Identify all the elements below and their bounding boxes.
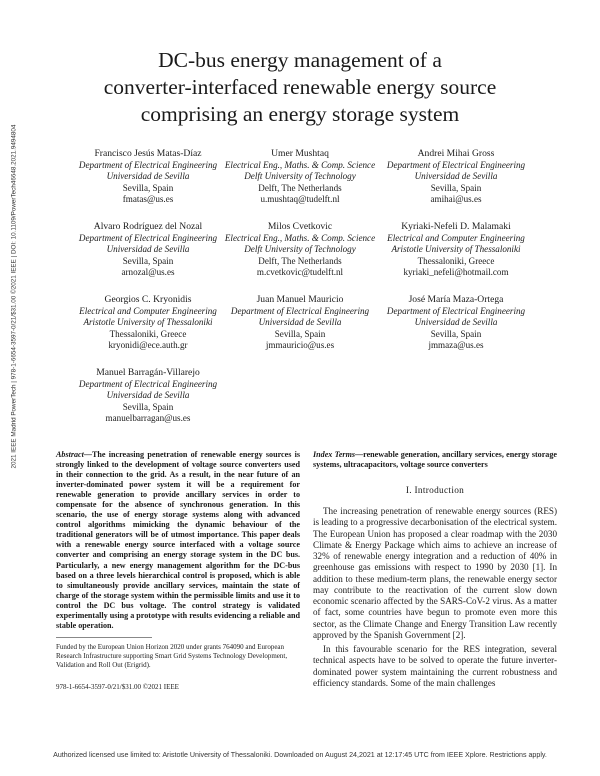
author-institution: Aristotle University of Thessaloniki bbox=[83, 317, 213, 328]
author-email[interactable]: u.mushtaq@tudelft.nl bbox=[260, 194, 340, 205]
author-institution: Delft University of Technology bbox=[244, 171, 356, 182]
author-institution: Delft University of Technology bbox=[244, 244, 356, 255]
author-name: Alvaro Rodríguez del Nozal bbox=[93, 221, 203, 232]
author-institution: Universidad de Sevilla bbox=[106, 390, 190, 401]
author-location: Sevilla, Spain bbox=[274, 328, 326, 339]
author-block bbox=[356, 148, 556, 206]
abstract-text: —The increasing penetration of renewable energy sources is strongly linked to the development of voltage source converters used in their connection to the grid. As a result, in the near future of an inverter-dominated power system it will be a requirement for renewable generation to provide ancillary services in order to compensate for the absence of synchronous generation. In this scenario, the use of energy storage systems along with advanced control algorithms mimicking the dynamic behaviour of the traditional generators will be of utmost importance. This paper deals with a renewable energy source interfaced with a voltage source converter and comprising an energy storage system in the DC bus. Particularly, a new energy management algorithm for the DC-bus based on a three levels hierarchical control is proposed, which is able to simultaneously provide ancillary services, maintain the state of charge of the storage system within the permissible limits and use it to control the DC bus voltage. The control strategy is validated experimentally using a prototype with results evidencing a reliable and stable operation. bbox=[56, 450, 300, 630]
title-line-3: comprising an energy storage system bbox=[140, 102, 460, 126]
author-institution: Universidad de Sevilla bbox=[414, 171, 498, 182]
author-department: Department of Electrical Engineering bbox=[386, 305, 526, 316]
author-department: Department of Electrical Engineering bbox=[386, 159, 526, 170]
author-location: Sevilla, Spain bbox=[430, 328, 482, 339]
author-location: Sevilla, Spain bbox=[122, 182, 174, 193]
abstract-label: Abstract bbox=[56, 450, 84, 459]
author-block bbox=[356, 294, 556, 352]
copyright-line: 978-1-6654-3597-0/21/$31.00 ©2021 IEEE bbox=[56, 683, 179, 691]
author-email[interactable]: m.cvetkovic@tudelft.nl bbox=[256, 267, 344, 278]
author-email[interactable]: arnozal@us.es bbox=[121, 267, 175, 278]
author-name: Kyriaki-Nefeli D. Malamaki bbox=[401, 221, 511, 232]
author-institution: Universidad de Sevilla bbox=[106, 171, 190, 182]
author-name: Milos Cvetkovic bbox=[267, 221, 333, 232]
author-email[interactable]: amihai@us.es bbox=[430, 194, 482, 205]
author-location: Sevilla, Spain bbox=[430, 182, 482, 193]
license-footer: Authorized licensed use limited to: Aristotle University of Thessaloniki. Downloaded on August 24,2021 at 12:17:45 UTC from IEEE Xplore. Restrictions apply. bbox=[53, 751, 547, 759]
author-department: Electrical Eng., Maths. & Comp. Science bbox=[224, 159, 376, 170]
intro-paragraph: The increasing penetration of renewable energy sources (RES) is leading to a progressive decarbonisation of the electrical system. The European Union has proposed a clear roadmap with the 2030 Climate & Energy Package which aims to achieve an increase of 32% of renewable energy integration and a reduction of 40% in greenhouse gas emissions with respect to 1990 by 2030 [1]. In addition to these medium-term plans, the renewable energy sector may contribute to the reactivation of the current slow down economic scenario affected by the SARS-CoV-2 virus. As a matter of fact, some countries have begun to promote even more this sector, as the Climate Change and Energy Transition Law recently approved by the Spanish Government [2]. bbox=[313, 506, 557, 640]
author-name: Andrei Mihai Gross bbox=[417, 148, 495, 159]
author-name: Juan Manuel Mauricio bbox=[256, 294, 344, 305]
author-block bbox=[48, 367, 248, 425]
author-name: Manuel Barragán-Villarejo bbox=[96, 367, 200, 378]
author-name: Georgios C. Kryonidis bbox=[104, 294, 192, 305]
author-department: Department of Electrical Engineering bbox=[78, 159, 218, 170]
author-location: Delft, The Netherlands bbox=[258, 182, 342, 193]
author-location: Sevilla, Spain bbox=[122, 401, 174, 412]
title-line-2: converter-interfaced renewable energy source bbox=[103, 75, 497, 99]
index-terms bbox=[313, 450, 557, 470]
index-terms-text: —renewable generation, ancillary services, energy storage systems, ultracapacitors, voltage source converters bbox=[313, 450, 557, 469]
author-department: Department of Electrical Engineering bbox=[230, 305, 370, 316]
author-email[interactable]: kyriaki_nefeli@hotmail.com bbox=[403, 267, 509, 278]
author-email[interactable]: jmmaza@us.es bbox=[428, 340, 484, 351]
author-institution: Universidad de Sevilla bbox=[106, 244, 190, 255]
author-email[interactable]: manuelbarragan@us.es bbox=[105, 413, 191, 424]
author-location: Thessaloniki, Greece bbox=[109, 328, 187, 339]
author-location: Thessaloniki, Greece bbox=[417, 255, 495, 266]
intro-paragraph: In this favourable scenario for the RES integration, several technical aspects have to be solved to operate the future inverter-dominated power system maintaining the current robustness and efficiency standards. Some of the main challenges bbox=[313, 644, 557, 688]
author-name: José María Maza-Ortega bbox=[408, 294, 504, 305]
author-department: Department of Electrical Engineering bbox=[78, 232, 218, 243]
author-block bbox=[356, 221, 556, 279]
author-institution: Universidad de Sevilla bbox=[258, 317, 342, 328]
author-department: Department of Electrical Engineering bbox=[78, 378, 218, 389]
title-line-1: DC-bus energy management of a bbox=[158, 48, 442, 72]
section-heading: I. Introduction bbox=[405, 486, 465, 496]
author-email[interactable]: kryonidi@ece.auth.gr bbox=[108, 340, 188, 351]
ieee-sidebar-citation: 2021 IEEE Madrid PowerTech | 978-1-6654-3597-0/21/$31.00 ©2021 IEEE | DOI: 10.1109/PowerTech46648.2021.9494804 bbox=[10, 124, 18, 469]
author-institution: Universidad de Sevilla bbox=[414, 317, 498, 328]
author-location: Delft, The Netherlands bbox=[258, 255, 342, 266]
funding-footnote: Funded by the European Union Horizon 2020 under grants 764090 and European Research Infrastructure supporting Smart Grid Systems Technology Development, Validation and Roll Out (Erigrid). bbox=[56, 643, 288, 669]
introduction-body bbox=[313, 506, 557, 689]
footnote-rule bbox=[56, 637, 152, 638]
author-name: Umer Mushtaq bbox=[271, 148, 329, 159]
index-terms-label: Index Terms bbox=[313, 450, 356, 459]
author-institution: Aristotle University of Thessaloniki bbox=[391, 244, 521, 255]
author-location: Sevilla, Spain bbox=[122, 255, 174, 266]
abstract bbox=[56, 450, 300, 631]
paper-title bbox=[0, 47, 600, 128]
author-department: Electrical Eng., Maths. & Comp. Science bbox=[224, 232, 376, 243]
author-email[interactable]: jmmauricio@us.es bbox=[265, 340, 335, 351]
author-department: Electrical and Computer Engineering bbox=[79, 305, 217, 316]
author-name: Francisco Jesús Matas-Díaz bbox=[94, 148, 202, 159]
author-email[interactable]: fmatas@us.es bbox=[122, 194, 174, 205]
author-department: Electrical and Computer Engineering bbox=[387, 232, 525, 243]
